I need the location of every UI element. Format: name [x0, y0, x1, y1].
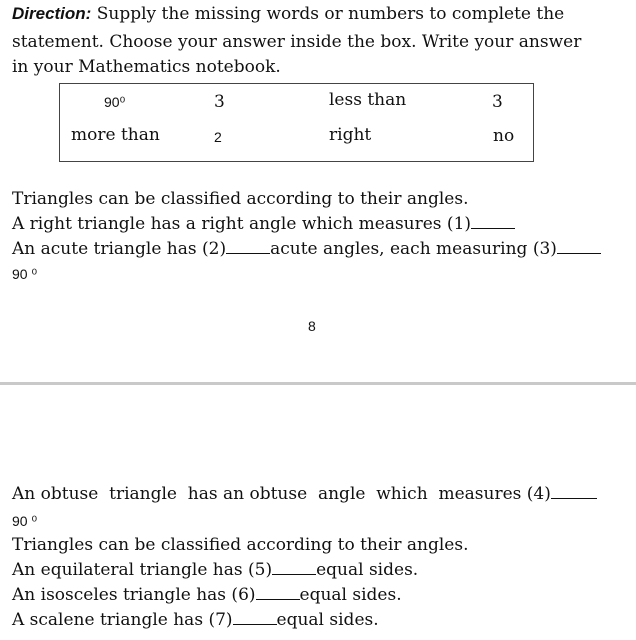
- statement-equilateral-a: An equilateral triangle has (5): [12, 560, 273, 580]
- statement-obtuse-text: An obtuse triangle has an obtuse angle which measures (4): [12, 484, 551, 504]
- blank-1: [471, 214, 515, 229]
- choice-less-than: less than: [329, 90, 407, 110]
- blank-4: [551, 484, 597, 499]
- choice-more-than: more than: [71, 125, 160, 145]
- direction-text-1: Supply the missing words or numbers to complete the: [96, 4, 565, 24]
- statement-90-degrees-1: 90 ⁰: [12, 266, 38, 282]
- statement-right-triangle-text: A right triangle has a right angle which measures (1): [12, 214, 472, 234]
- blank-5: [272, 560, 316, 575]
- statement-scalene-a: A scalene triangle has (7): [12, 610, 233, 630]
- choice-3-a: 3: [214, 92, 225, 112]
- statement-equilateral: [12, 560, 418, 580]
- statement-obtuse-triangle: [12, 484, 597, 504]
- statement-classify-1: Triangles can be classified according to their angles.: [12, 189, 469, 209]
- direction-line-2: statement. Choose your answer inside the box. Write your answer: [12, 32, 582, 52]
- statement-equilateral-b: equal sides.: [316, 560, 419, 580]
- choice-3-b: 3: [492, 92, 503, 112]
- statement-scalene-b: equal sides.: [276, 610, 379, 630]
- choice-right: right: [329, 125, 372, 145]
- choice-90-degrees: 90⁰: [104, 94, 126, 110]
- direction-line-1: [12, 4, 564, 24]
- blank-7: [233, 610, 277, 625]
- page-divider: [0, 382, 636, 385]
- statement-scalene: [12, 610, 379, 630]
- direction-label: Direction:: [12, 4, 92, 23]
- choice-no: no: [493, 126, 515, 146]
- statement-acute-triangle: [12, 239, 601, 259]
- answer-choices-box: [59, 83, 534, 162]
- choice-2: 2: [214, 129, 222, 145]
- page-number: 8: [308, 318, 316, 334]
- blank-2: [226, 239, 270, 254]
- blank-6: [256, 585, 300, 600]
- blank-3: [557, 239, 601, 254]
- statement-isosceles-b: equal sides.: [299, 585, 402, 605]
- statement-classify-2: Triangles can be classified according to their angles.: [12, 535, 469, 555]
- direction-line-3: in your Mathematics notebook.: [12, 57, 281, 77]
- statement-90-degrees-2: 90 ⁰: [12, 513, 38, 529]
- statement-isosceles: [12, 585, 402, 605]
- statement-isosceles-a: An isosceles triangle has (6): [12, 585, 256, 605]
- statement-acute-text-a: An acute triangle has (2): [12, 239, 227, 259]
- statement-acute-text-b: acute angles, each measuring (3): [270, 239, 557, 259]
- statement-right-triangle: [12, 214, 515, 234]
